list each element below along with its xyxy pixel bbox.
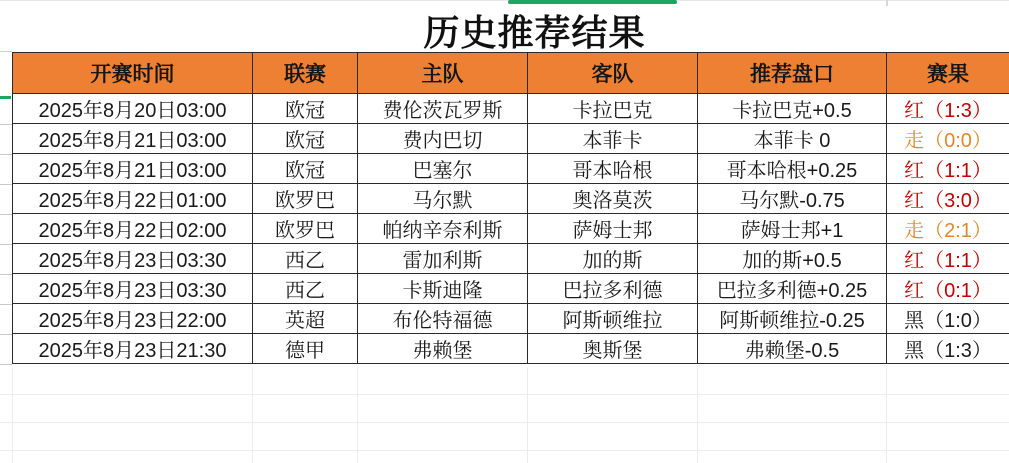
cell-handicap[interactable]: 巴拉多利德+0.25 bbox=[698, 274, 887, 304]
cell-result[interactable]: 走（2:1） bbox=[887, 214, 1009, 244]
empty-gridline bbox=[886, 367, 887, 463]
cell-result[interactable]: 黑（1:3） bbox=[887, 334, 1009, 364]
cell-league[interactable]: 英超 bbox=[253, 304, 358, 334]
cell-away-team[interactable]: 巴拉多利德 bbox=[528, 274, 698, 304]
cell-handicap[interactable]: 弗赖堡-0.5 bbox=[698, 334, 887, 364]
cell-league[interactable]: 西乙 bbox=[253, 274, 358, 304]
empty-gridline bbox=[527, 367, 528, 463]
cell-home-team[interactable]: 雷加利斯 bbox=[358, 244, 528, 274]
cell-result[interactable]: 红（1:3） bbox=[887, 94, 1009, 124]
col-header-league[interactable]: 联赛 bbox=[253, 53, 358, 94]
cell-result[interactable]: 红（1:1） bbox=[887, 244, 1009, 274]
header-row bbox=[13, 53, 1009, 94]
cell-result[interactable]: 红（1:1） bbox=[887, 154, 1009, 184]
selection-edge-mark bbox=[0, 96, 11, 99]
cell-home-team[interactable]: 费内巴切 bbox=[358, 124, 528, 154]
col-header-result[interactable]: 赛果 bbox=[887, 53, 1009, 94]
cell-league[interactable]: 欧冠 bbox=[253, 94, 358, 124]
cell-time[interactable]: 2025年8月22日01:00 bbox=[13, 184, 253, 214]
cell-handicap[interactable]: 阿斯顿维拉-0.25 bbox=[698, 304, 887, 334]
adjacent-column-strip bbox=[0, 95, 12, 366]
col-header-away[interactable]: 客队 bbox=[528, 53, 698, 94]
cell-time[interactable]: 2025年8月23日03:30 bbox=[13, 274, 253, 304]
cell-handicap[interactable]: 本菲卡 0 bbox=[698, 124, 887, 154]
cell-result[interactable]: 黑（1:0） bbox=[887, 304, 1009, 334]
page-title: 历史推荐结果 bbox=[423, 12, 646, 53]
cell-league[interactable]: 欧罗巴 bbox=[253, 214, 358, 244]
cell-handicap[interactable]: 卡拉巴克+0.5 bbox=[698, 94, 887, 124]
cell-home-team[interactable]: 弗赖堡 bbox=[358, 334, 528, 364]
cell-result[interactable]: 红（0:1） bbox=[887, 274, 1009, 304]
cell-result[interactable]: 走（0:0） bbox=[887, 124, 1009, 154]
cell-handicap[interactable]: 加的斯+0.5 bbox=[698, 244, 887, 274]
cell-league[interactable]: 德甲 bbox=[253, 334, 358, 364]
cell-time[interactable]: 2025年8月22日02:00 bbox=[13, 214, 253, 244]
cell-time[interactable]: 2025年8月23日22:00 bbox=[13, 304, 253, 334]
top-divider-line bbox=[0, 0, 1009, 1]
cell-time[interactable]: 2025年8月21日03:00 bbox=[13, 154, 253, 184]
col-header-time[interactable]: 开赛时间 bbox=[13, 53, 253, 94]
table-row bbox=[13, 214, 1009, 244]
cell-league[interactable]: 欧冠 bbox=[253, 124, 358, 154]
cell-home-team[interactable]: 帕纳辛奈利斯 bbox=[358, 214, 528, 244]
cell-away-team[interactable]: 加的斯 bbox=[528, 244, 698, 274]
cell-home-team[interactable]: 布伦特福德 bbox=[358, 304, 528, 334]
cell-handicap[interactable]: 马尔默-0.75 bbox=[698, 184, 887, 214]
empty-gridline bbox=[12, 367, 13, 463]
col-header-handicap[interactable]: 推荐盘口 bbox=[698, 53, 887, 94]
horizontal-scroll-indicator[interactable] bbox=[508, 0, 677, 4]
cell-home-team[interactable]: 马尔默 bbox=[358, 184, 528, 214]
cell-home-team[interactable]: 费伦茨瓦罗斯 bbox=[358, 94, 528, 124]
cell-league[interactable]: 欧罗巴 bbox=[253, 184, 358, 214]
table-row bbox=[13, 274, 1009, 304]
cell-time[interactable]: 2025年8月21日03:00 bbox=[13, 124, 253, 154]
empty-gridline bbox=[697, 367, 698, 463]
cell-away-team[interactable]: 奥洛莫茨 bbox=[528, 184, 698, 214]
cell-away-team[interactable]: 萨姆士邦 bbox=[528, 214, 698, 244]
cell-away-team[interactable]: 哥本哈根 bbox=[528, 154, 698, 184]
cell-away-team[interactable]: 卡拉巴克 bbox=[528, 94, 698, 124]
empty-grid-rows bbox=[0, 367, 1009, 463]
table-row bbox=[13, 244, 1009, 274]
cell-time[interactable]: 2025年8月23日03:30 bbox=[13, 244, 253, 274]
cell-result[interactable]: 红（3:0） bbox=[887, 184, 1009, 214]
cell-league[interactable]: 欧冠 bbox=[253, 154, 358, 184]
cell-away-team[interactable]: 阿斯顿维拉 bbox=[528, 304, 698, 334]
empty-gridline bbox=[357, 367, 358, 463]
table-row bbox=[13, 154, 1009, 184]
table-row bbox=[13, 124, 1009, 154]
adjacent-column-gridline bbox=[0, 51, 12, 52]
cell-handicap[interactable]: 萨姆士邦+1 bbox=[698, 214, 887, 244]
table-row bbox=[13, 184, 1009, 214]
cell-league[interactable]: 西乙 bbox=[253, 244, 358, 274]
table-row bbox=[13, 334, 1009, 364]
table-row bbox=[13, 304, 1009, 334]
cell-away-team[interactable]: 奥斯堡 bbox=[528, 334, 698, 364]
results-table bbox=[12, 52, 1009, 364]
cell-home-team[interactable]: 卡斯迪隆 bbox=[358, 274, 528, 304]
table-row bbox=[13, 94, 1009, 124]
empty-gridline bbox=[252, 367, 253, 463]
cell-handicap[interactable]: 哥本哈根+0.25 bbox=[698, 154, 887, 184]
col-header-home[interactable]: 主队 bbox=[358, 53, 528, 94]
cell-home-team[interactable]: 巴塞尔 bbox=[358, 154, 528, 184]
cell-time[interactable]: 2025年8月20日03:00 bbox=[13, 94, 253, 124]
cell-away-team[interactable]: 本菲卡 bbox=[528, 124, 698, 154]
cell-time[interactable]: 2025年8月23日21:30 bbox=[13, 334, 253, 364]
